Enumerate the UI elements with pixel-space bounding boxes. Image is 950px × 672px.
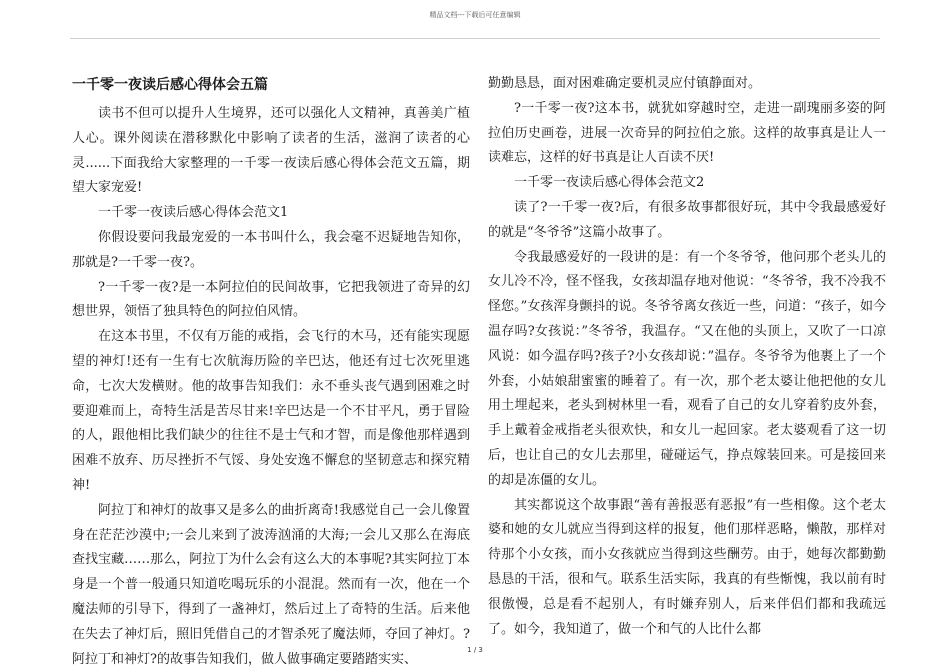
body-paragraph: 其实都说这个故事跟“善有善报恶有恶报”有一些相像。这个老太婆和她的女儿就应当得到这样的报复，他们那样恶略，懒散，那样对待那个小女孩，而小女孩就应当得到这些酬劳。由于，她每次都勤勤恳恳的干活，很和气。联系生活实际，我真的有些惭愧，我以前有时很傲慢，总是看不起别人，有时嫌弃别人，后来伴侣们都和我疏远了。如今，我知道了，做一个和气的人比什么都 (488, 497, 886, 637)
page-header: 精品文档---下载后可任意编辑 (429, 11, 521, 19)
intro-paragraph: 读书不但可以提升人生境界，还可以强化人文精神，真善美广植人心。课外阅读在潜移默化中影响了读者的生活，滋润了读者的心灵......下面我给大家整理的一千零一夜读后感心得体会范文五篇，期望大家宠爱! (72, 106, 470, 196)
body-paragraph: 令我最感爱好的一段讲的是：有一个冬爷爷，他问那个老头儿的女儿冷不冷，怪不怪我，女孩却温存地对他说：“冬爷爷，我不冷我不怪您。”女孩浑身颤抖的说。冬爷爷离女孩近一些，问道：“孩子，如今温存吗?女孩说：”冬爷爷，我温存。“又在他的头顶上，又吹了一口凉风说：如今温存吗?孩子?小女孩却说：”温存。冬爷爷为他裹上了一个外套，小姑娘甜蜜蜜的睡着了。有一次，那个老太婆让他把他的女儿用土埋起来，老头到树林里一看，观看了自己的女儿穿着豹皮外套，手上戴着金戒指老头很欢快，和女儿一起回家。老太婆观看了这一切后，也让自己的女儿去那里，碰碰运气，挣点嫁装回来。可是接回来的却是冻僵的女儿。 (488, 249, 886, 488)
document-title: 一千零一夜读后感心得体会五篇 (72, 77, 268, 93)
body-paragraph: ?一千零一夜?是一本阿拉伯的民间故事，它把我领进了奇异的幻想世界，领悟了独具特色的阿拉伯风情。 (72, 279, 470, 320)
body-paragraph: 阿拉丁和神灯的故事又是多么的曲折离奇!我感觉自己一会儿像置身在茫茫沙漠中;一会儿来到了波涛汹涌的大海;一会儿又那么在海底查找宝藏……那么，阿拉丁为什么会有这么大的本事呢?其实阿拉丁本身是一个普一般通只知道吃喝玩乐的小混混。然而有一次，他在一个魔法师的引导下，得到了一盏神灯，然后过上了奇特的生活。后来他在失去了神灯后，照旧凭借自己的才智杀死了魔法师，夺回了神灯。?阿拉丁和神灯?的故事告知我们，做人做事确定要踏踏实实、 (72, 502, 470, 667)
section-heading-1: 一千零一夜读后感心得体会范文1 (98, 205, 289, 221)
body-paragraph: 你假设要问我最宠爱的一本书叫什么，我会毫不迟疑地告知你，那就是?一千零一夜?。 (72, 229, 470, 270)
body-paragraph: 在这本书里，不仅有万能的戒指，会飞行的木马，还有能实现愿望的神灯!还有一生有七次航海历险的辛巴达，他还有过七次死里逃命，七次大发横财。他的故事告知我们：永不垂头丧气遇到困难之时要迎难而上，奇特生活是苦尽甘来!辛巴达是一个不甘平凡，勇于冒险的人，跟他相比我们缺少的往往不是士气和才智，而是像他那样遇到困难不放弃、历尽挫折不气馁、身处安逸不懈怠的坚韧意志和探究精神! (72, 329, 470, 493)
right-column (488, 72, 886, 642)
left-column (72, 72, 470, 672)
page-number: 1 / 3 (467, 646, 483, 654)
header-divider (70, 38, 880, 39)
body-paragraph: 勤勤恳恳，面对困难确定要机灵应付镇静面对。 (488, 76, 762, 91)
body-paragraph: ?一千零一夜?这本书，就犹如穿越时空，走进一副瑰丽多姿的阿拉伯历史画卷，进展一次奇异的阿拉伯之旅。这样的故事真是让人一读难忘，这样的好书真是让人百读不厌! (488, 100, 886, 166)
section-heading-2: 一千零一夜读后感心得体会范文2 (514, 175, 705, 191)
body-paragraph: 读了?一千零一夜?后，有很多故事都很好玩，其中令我最感爱好的就是“冬爷爷”这篇小故事了。 (488, 199, 886, 240)
